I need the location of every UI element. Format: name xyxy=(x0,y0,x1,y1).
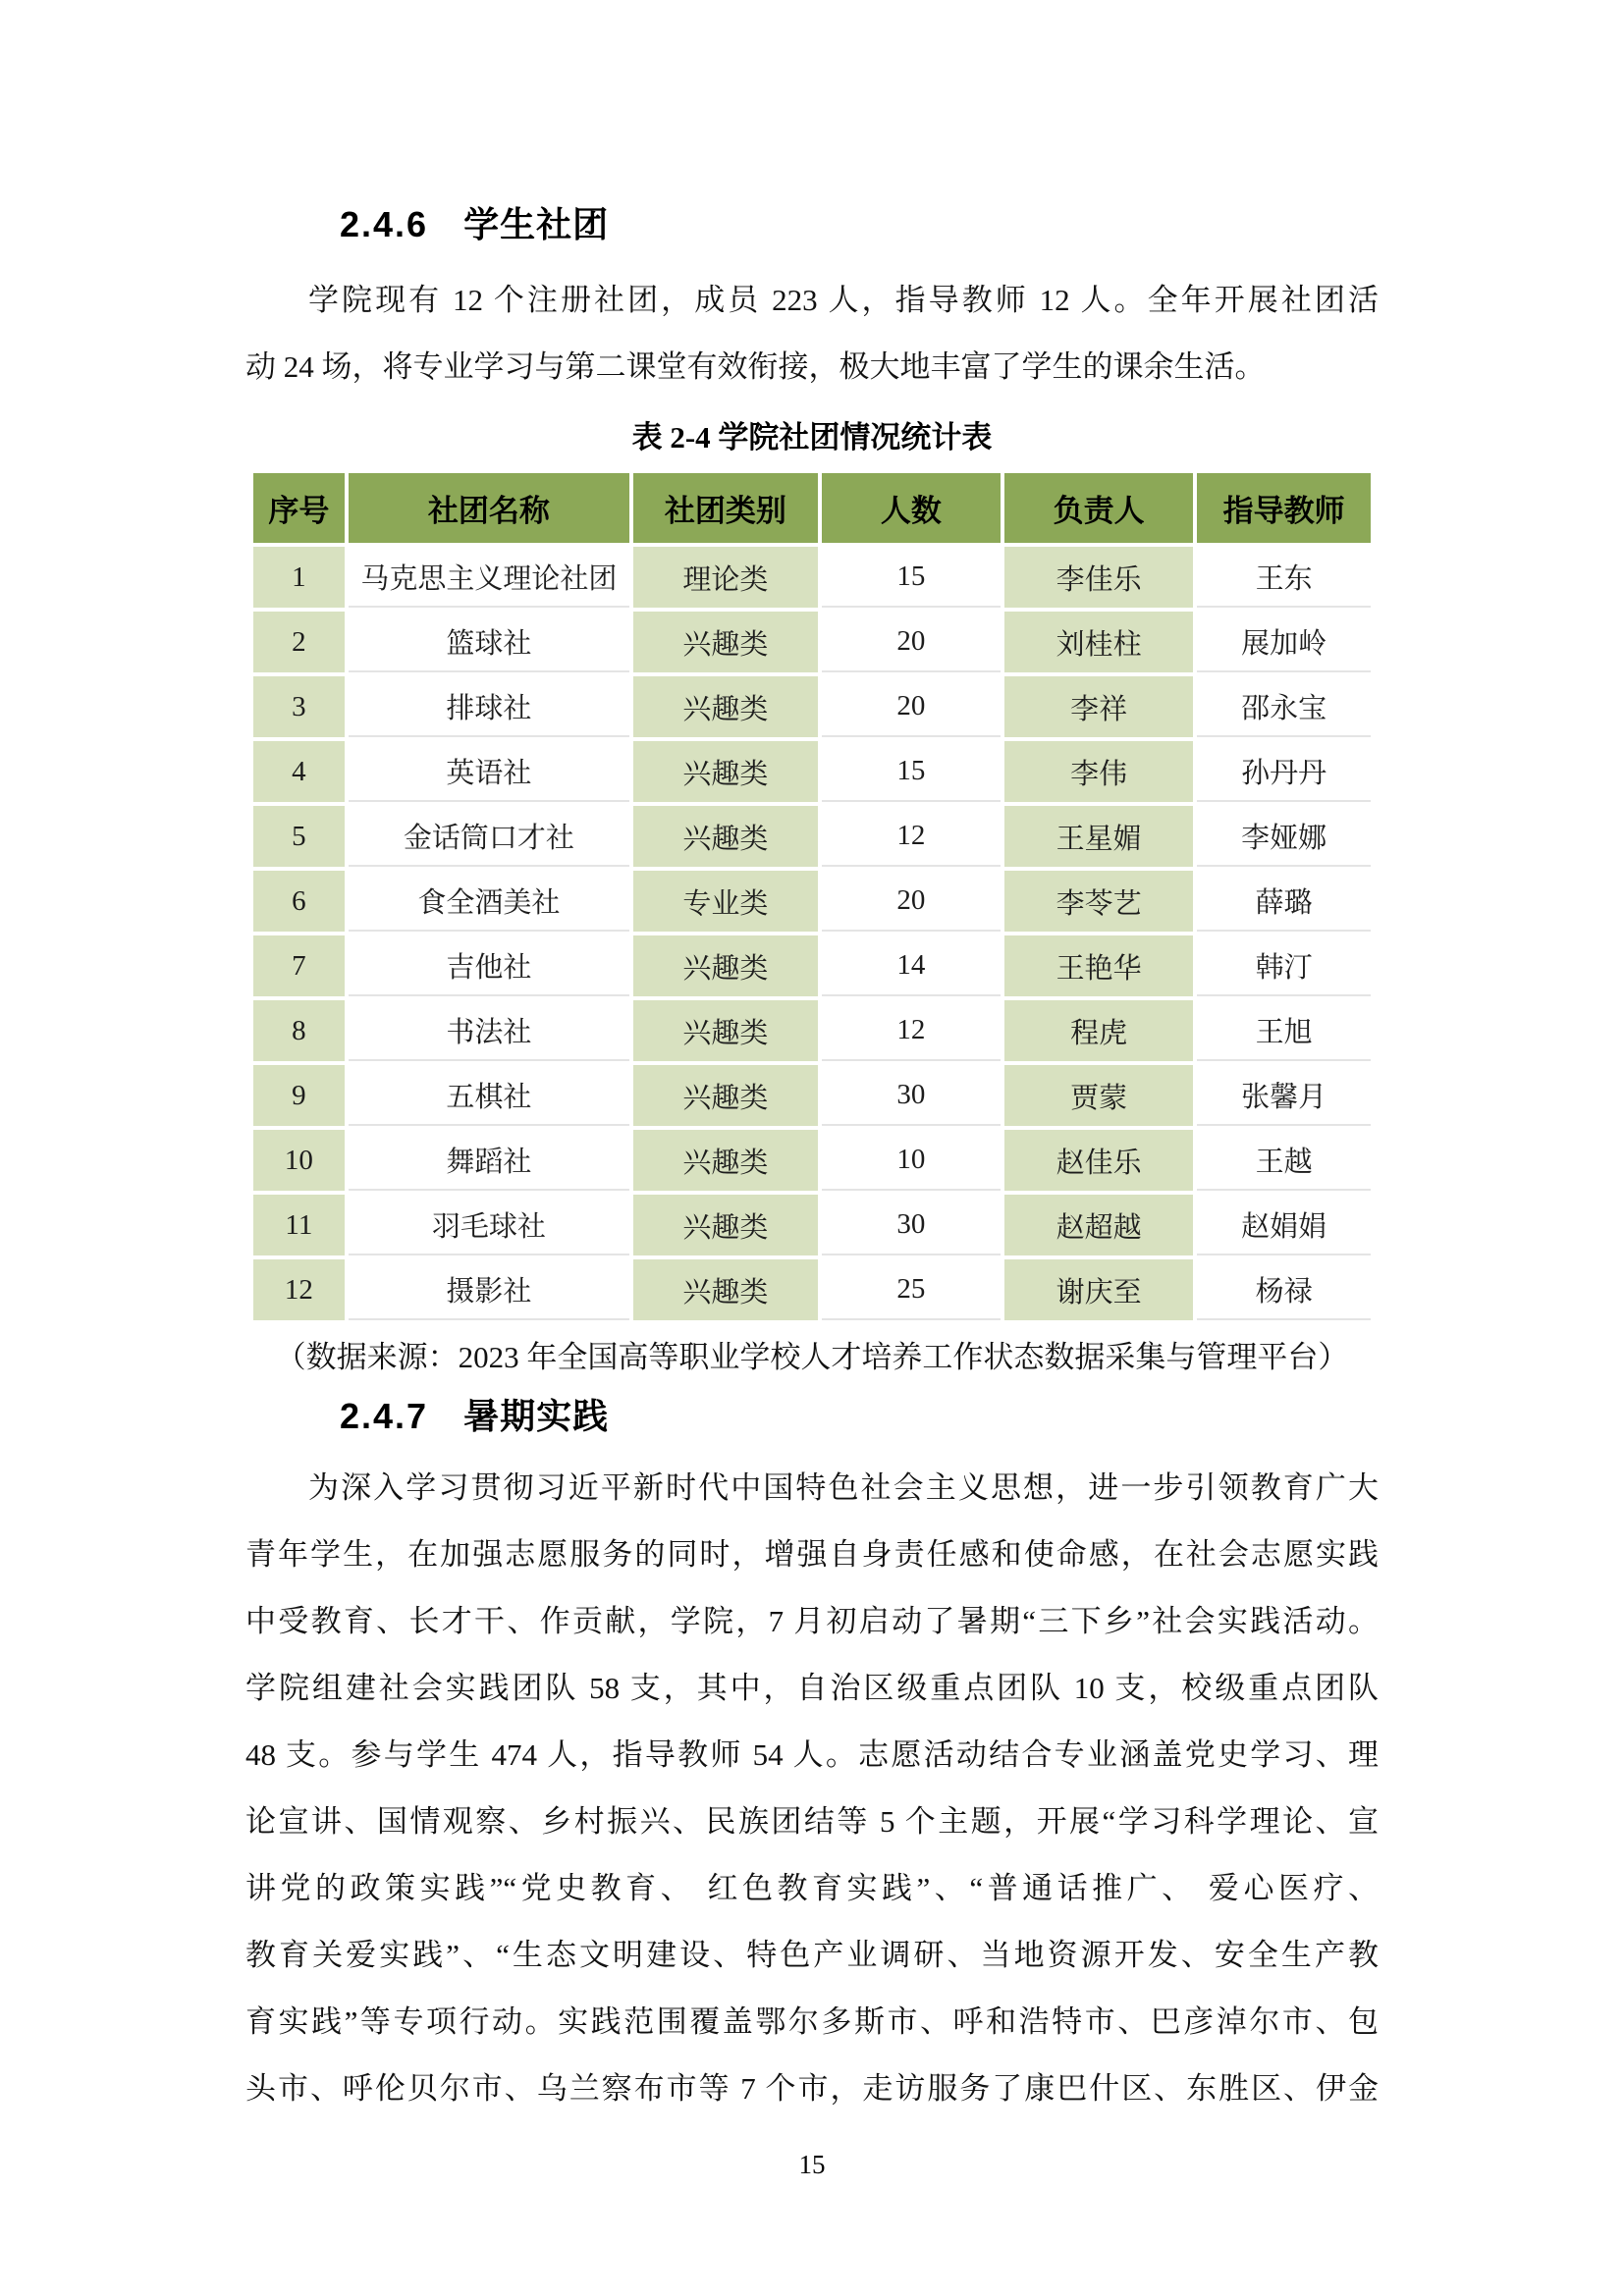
table-cell: 10 xyxy=(822,1130,1001,1191)
table-header-cell: 社团名称 xyxy=(349,473,629,543)
table-cell: 4 xyxy=(253,741,345,802)
table-cell: 李佳乐 xyxy=(1004,547,1193,608)
table-cell: 展加岭 xyxy=(1197,612,1371,672)
table-cell: 杨禄 xyxy=(1197,1259,1371,1320)
table-row xyxy=(253,806,1371,867)
table-cell: 12 xyxy=(253,1259,345,1320)
table-cell: 兴趣类 xyxy=(633,676,818,737)
table-cell: 5 xyxy=(253,806,345,867)
table-cell: 兴趣类 xyxy=(633,612,818,672)
table-cell: 王艳华 xyxy=(1004,935,1193,996)
table-row xyxy=(253,741,1371,802)
table-cell: 摄影社 xyxy=(349,1259,629,1320)
table-body xyxy=(253,547,1371,1320)
paragraph-line: 教育关爱实践”、“生态文明建设、特色产业调研、当地资源开发、安全生产教 xyxy=(245,1938,1379,1972)
table-cell: 30 xyxy=(822,1195,1001,1255)
table-row xyxy=(253,676,1371,737)
table-cell: 邵永宝 xyxy=(1197,676,1371,737)
paragraph-line: 头市、呼伦贝尔市、乌兰察布市等 7 个市，走访服务了康巴什区、东胜区、伊金 xyxy=(245,2071,1379,2106)
table-cell: 李祥 xyxy=(1004,676,1193,737)
table-cell: 王旭 xyxy=(1197,1000,1371,1061)
table-cell: 15 xyxy=(822,547,1001,608)
club-statistics-table xyxy=(249,469,1375,1324)
table-header-cell: 序号 xyxy=(253,473,345,543)
table-cell: 专业类 xyxy=(633,871,818,932)
table-row xyxy=(253,1065,1371,1126)
paragraph-line: 中受教育、长才干、作贡献，学院，7 月初启动了暑期“三下乡”社会实践活动。 xyxy=(245,1604,1379,1638)
table-cell: 兴趣类 xyxy=(633,935,818,996)
paragraph-line: 动 24 场，将专业学习与第二课堂有效衔接，极大地丰富了学生的课余生活。 xyxy=(245,349,1266,384)
table-cell: 马克思主义理论社团 xyxy=(349,547,629,608)
table-cell: 30 xyxy=(822,1065,1001,1126)
table-cell: 赵超越 xyxy=(1004,1195,1193,1255)
section-title: 暑期实践 xyxy=(463,1396,610,1436)
table-cell: 韩汀 xyxy=(1197,935,1371,996)
table-cell: 李伟 xyxy=(1004,741,1193,802)
table-cell: 孙丹丹 xyxy=(1197,741,1371,802)
table-cell: 10 xyxy=(253,1130,345,1191)
section-number: 2.4.7 xyxy=(340,1396,429,1436)
table-row xyxy=(253,547,1371,608)
table-row xyxy=(253,1000,1371,1061)
data-source-note: （数据来源：2023 年全国高等职业学校人才培养工作状态数据采集与管理平台） xyxy=(275,1340,1349,1374)
table-header-cell: 人数 xyxy=(822,473,1001,543)
table-header-row xyxy=(253,473,1371,543)
section-title: 学生社团 xyxy=(463,204,610,244)
table-cell: 理论类 xyxy=(633,547,818,608)
table-cell: 赵佳乐 xyxy=(1004,1130,1193,1191)
table-cell: 兴趣类 xyxy=(633,1000,818,1061)
table-cell: 9 xyxy=(253,1065,345,1126)
table-cell: 兴趣类 xyxy=(633,1195,818,1255)
table-cell: 吉他社 xyxy=(349,935,629,996)
paragraph-line: 学院现有 12 个注册社团，成员 223 人，指导教师 12 人。全年开展社团活 xyxy=(308,283,1379,317)
table-cell: 李苓艺 xyxy=(1004,871,1193,932)
table-cell: 兴趣类 xyxy=(633,1130,818,1191)
paragraph-line: 论宣讲、国情观察、乡村振兴、民族团结等 5 个主题，开展“学习科学理论、宣 xyxy=(245,1804,1379,1839)
paragraph-line: 48 支。参与学生 474 人，指导教师 54 人。志愿活动结合专业涵盖党史学习、理 xyxy=(245,1737,1379,1772)
section-heading-247 xyxy=(340,1393,1379,1439)
table-cell: 6 xyxy=(253,871,345,932)
paragraph-line: 为深入学习贯彻习近平新时代中国特色社会主义思想，进一步引领教育广大 xyxy=(308,1470,1379,1505)
table-cell: 英语社 xyxy=(349,741,629,802)
paragraph-clubs-intro xyxy=(245,267,1379,400)
table-row xyxy=(253,1195,1371,1255)
table-cell: 王越 xyxy=(1197,1130,1371,1191)
table-cell: 贾蒙 xyxy=(1004,1065,1193,1126)
table-cell: 金话筒口才社 xyxy=(349,806,629,867)
table-cell: 兴趣类 xyxy=(633,806,818,867)
table-cell: 兴趣类 xyxy=(633,1065,818,1126)
table-header-cell: 负责人 xyxy=(1004,473,1193,543)
table-cell: 书法社 xyxy=(349,1000,629,1061)
paragraph-summer-practice xyxy=(245,1455,1379,2122)
table-row xyxy=(253,1130,1371,1191)
table-cell: 兴趣类 xyxy=(633,1259,818,1320)
table-cell: 刘桂柱 xyxy=(1004,612,1193,672)
paragraph-line: 学院组建社会实践团队 58 支，其中，自治区级重点团队 10 支，校级重点团队 xyxy=(245,1671,1379,1705)
table-cell: 五棋社 xyxy=(349,1065,629,1126)
table-cell: 赵娟娟 xyxy=(1197,1195,1371,1255)
table-row xyxy=(253,935,1371,996)
table-row xyxy=(253,612,1371,672)
table-cell: 3 xyxy=(253,676,345,737)
table-cell: 王东 xyxy=(1197,547,1371,608)
table-cell: 1 xyxy=(253,547,345,608)
table-cell: 排球社 xyxy=(349,676,629,737)
paragraph-line: 育实践”等专项行动。实践范围覆盖鄂尔多斯市、呼和浩特市、巴彦淖尔市、包 xyxy=(245,2004,1379,2039)
section-number: 2.4.6 xyxy=(340,204,429,244)
table-cell: 20 xyxy=(822,612,1001,672)
table-cell: 舞蹈社 xyxy=(349,1130,629,1191)
table-header-cell: 指导教师 xyxy=(1197,473,1371,543)
table-cell: 12 xyxy=(822,806,1001,867)
table-cell: 2 xyxy=(253,612,345,672)
table-cell: 12 xyxy=(822,1000,1001,1061)
table-cell: 14 xyxy=(822,935,1001,996)
table-cell: 20 xyxy=(822,871,1001,932)
paragraph-line: 青年学生，在加强志愿服务的同时，增强自身责任感和使命感，在社会志愿实践 xyxy=(245,1537,1379,1572)
page-number: 15 xyxy=(798,2150,826,2179)
table-cell: 8 xyxy=(253,1000,345,1061)
table-cell: 7 xyxy=(253,935,345,996)
table-header-cell: 社团类别 xyxy=(633,473,818,543)
table-cell: 篮球社 xyxy=(349,612,629,672)
table-cell: 谢庆至 xyxy=(1004,1259,1193,1320)
table-cell: 羽毛球社 xyxy=(349,1195,629,1255)
table-cell: 食全酒美社 xyxy=(349,871,629,932)
table-cell: 李娅娜 xyxy=(1197,806,1371,867)
table-cell: 张馨月 xyxy=(1197,1065,1371,1126)
section-heading-246 xyxy=(340,201,1379,247)
table-cell: 薛璐 xyxy=(1197,871,1371,932)
table-cell: 20 xyxy=(822,676,1001,737)
table-row xyxy=(253,871,1371,932)
table-caption: 表 2-4 学院社团情况统计表 xyxy=(631,420,993,454)
table-cell: 程虎 xyxy=(1004,1000,1193,1061)
table-row xyxy=(253,1259,1371,1320)
table-cell: 兴趣类 xyxy=(633,741,818,802)
table-cell: 王星媚 xyxy=(1004,806,1193,867)
table-cell: 25 xyxy=(822,1259,1001,1320)
paragraph-line: 讲党的政策实践”“党史教育、 红色教育实践”、“普通话推广、 爱心医疗、 xyxy=(245,1871,1379,1905)
table-cell: 11 xyxy=(253,1195,345,1255)
table-cell: 15 xyxy=(822,741,1001,802)
